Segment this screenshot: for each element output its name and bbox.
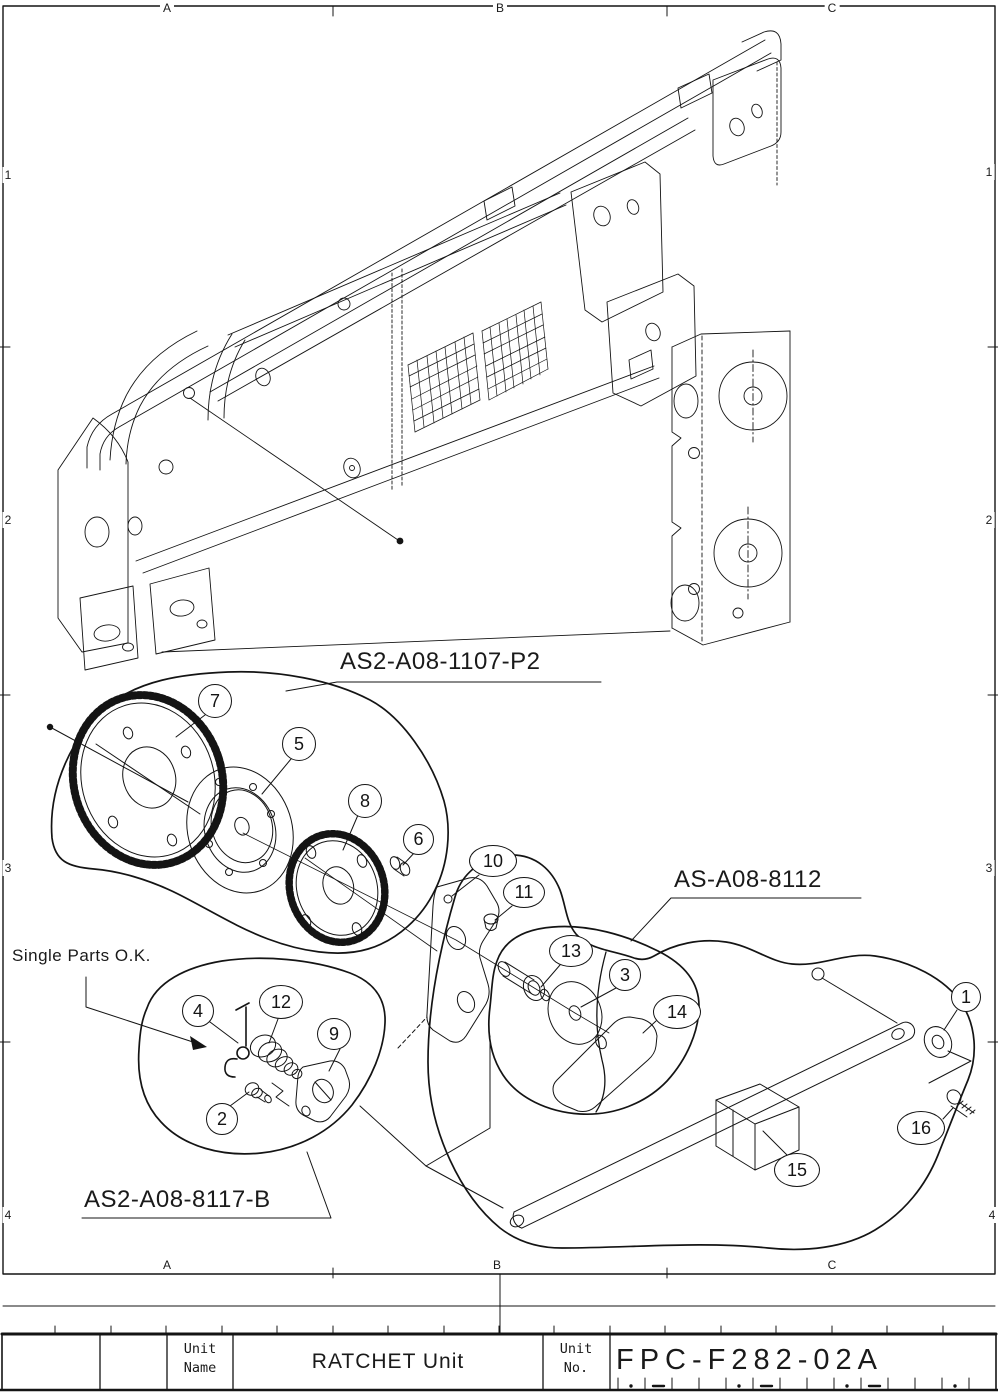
balloon-8	[348, 784, 382, 818]
balloon-9-number: 9	[328, 1023, 339, 1044]
balloon-14	[653, 995, 701, 1029]
single-parts-note: Single Parts O.K.	[12, 946, 151, 965]
group-outline-1107	[52, 672, 449, 953]
group-outline-8117	[139, 958, 385, 1154]
link-plate-14	[553, 1017, 657, 1112]
group-label-8112: AS-A08-8112	[674, 866, 822, 893]
grid-col-a-bottom: A	[160, 1258, 174, 1272]
group-label-8117: AS2-A08-8117-B	[84, 1186, 271, 1213]
balloon-4	[182, 995, 214, 1027]
unit-name-label	[184, 1340, 217, 1378]
balloon-12	[259, 985, 303, 1019]
plunger-stack	[247, 1031, 304, 1080]
balloon-2	[206, 1103, 238, 1135]
unit-name-value: RATCHET Unit	[311, 1350, 465, 1373]
grid-col-c-top: C	[825, 1, 840, 15]
grid-row-3-right: 3	[985, 861, 993, 875]
balloon-7-number: 7	[209, 690, 220, 711]
balloon-3	[609, 959, 641, 991]
balloon-6-number: 6	[413, 829, 424, 849]
lever-arm	[360, 1022, 915, 1229]
unit-no-label-line2: No.	[563, 1359, 589, 1376]
balloon-4-number: 4	[192, 1000, 203, 1021]
unit-name-label-line2: Name	[183, 1359, 217, 1376]
grid-row-2-left: 2	[4, 513, 12, 527]
balloon-3-number: 3	[619, 964, 630, 985]
balloon-15	[774, 1153, 820, 1187]
grid-col-c-bottom: C	[825, 1258, 840, 1272]
balloon-15-number: 15	[786, 1159, 808, 1180]
balloon-13	[549, 935, 593, 967]
balloon-13-number: 13	[560, 940, 582, 961]
grid-row-4-right: 4	[988, 1208, 996, 1222]
balloon-12-number: 12	[270, 991, 292, 1012]
spring-wire	[225, 1003, 249, 1077]
screw-small	[243, 1080, 273, 1104]
balloon-6	[403, 824, 434, 855]
pawl-plate	[398, 878, 499, 1048]
grid-row-1-right: 1	[985, 165, 993, 179]
unit-name-label-line1: Unit	[183, 1341, 217, 1357]
balloon-1	[951, 982, 981, 1012]
grid-row-4-left: 4	[4, 1208, 12, 1222]
balloon-11	[503, 877, 545, 908]
balloon-7	[198, 684, 232, 718]
grid-col-a-top: A	[160, 1, 174, 15]
balloon-5-number: 5	[293, 733, 304, 754]
exploded-view	[47, 672, 975, 1250]
chassis-drawing	[58, 31, 790, 670]
unit-no-label	[560, 1340, 593, 1378]
balloon-8-number: 8	[359, 790, 370, 811]
balloon-1-number: 1	[960, 986, 971, 1007]
balloon-14-number: 14	[666, 1001, 688, 1022]
balloon-16-number: 16	[910, 1117, 932, 1138]
balloon-10-number: 10	[482, 850, 504, 871]
unit-no-value: FPC-F282-02A	[616, 1344, 884, 1376]
grid-col-b-bottom: B	[490, 1258, 504, 1272]
balloon-11-number: 11	[514, 882, 534, 902]
grid-col-b-top: B	[493, 1, 507, 15]
group-outline-lever	[428, 855, 974, 1249]
grid-row-3-left: 3	[4, 861, 12, 875]
shoulder-bolt	[496, 960, 551, 1004]
link-plate-9	[272, 1061, 350, 1122]
grid-row-2-right: 2	[985, 513, 993, 527]
unit-no-label-line1: Unit	[559, 1341, 593, 1357]
balloon-9	[317, 1018, 351, 1050]
group-label-1107: AS2-A08-1107-P2	[340, 648, 541, 675]
balloon-10	[469, 845, 517, 877]
mesh-grid	[408, 302, 548, 432]
balloon-16	[897, 1111, 945, 1145]
balloon-2-number: 2	[216, 1108, 227, 1129]
pin-part	[389, 855, 412, 876]
grid-row-1-left: 1	[4, 168, 12, 182]
balloon-5	[282, 727, 316, 761]
revision-ruler	[618, 1378, 969, 1390]
